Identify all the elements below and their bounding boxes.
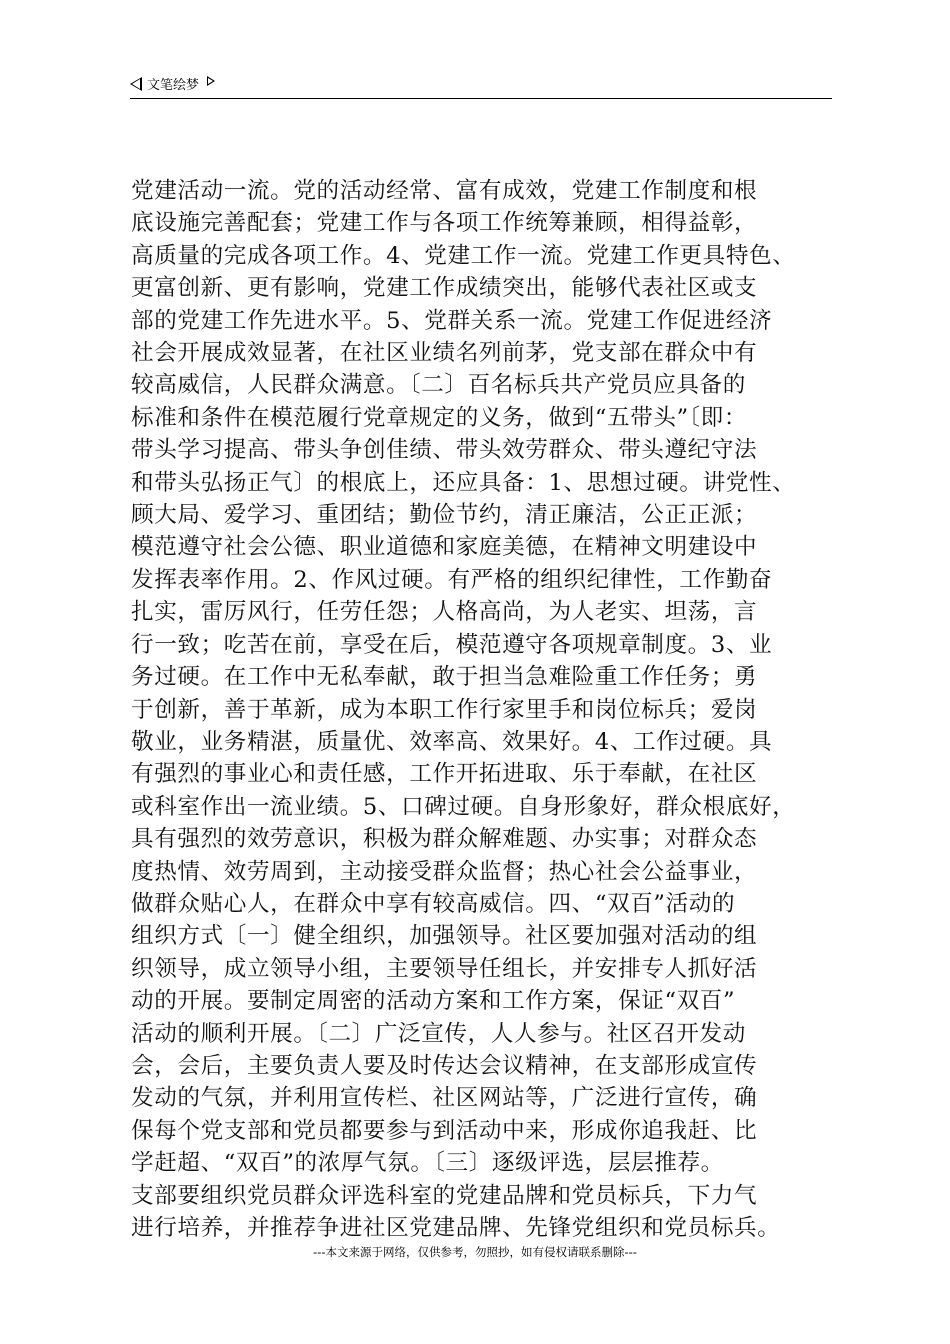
body-line: 模范遵守社会公德、职业道德和家庭美德，在精神文明建设中 [131,534,758,561]
body-line: 底设施完善配套；党建工作与各项工作统筹兼顾，相得益彰， [131,210,758,237]
body-line: 部的党建工作先进水平。5、党群关系一流。党建工作促进经济 [131,307,773,334]
triangle-right-outline-icon [207,76,215,86]
body-line: 社会开展成效显著，在社区业绩名列前茅，党支部在群众中有 [131,340,758,367]
body-line: 织领导，成立领导小组，主要领导任组长，并安排专人抓好活 [131,955,758,982]
body-line: 更富创新、更有影响，党建工作成绩突出，能够代表社区或支 [131,275,758,302]
header-brand [130,74,215,93]
document-body [131,175,831,1244]
body-line: 于创新，善于革新，成为本职工作行家里手和岗位标兵；爱岗 [131,696,758,723]
body-line: 党建活动一流。党的活动经常、富有成效，党建工作制度和根 [131,178,758,204]
page-footer-disclaimer: ---本文来源于网络，仅供参考，勿照抄，如有侵权请联系删除--- [313,1245,637,1259]
body-line: 进行培养，并推荐争进社区党建品牌、先锋党组织和党员标兵。 [131,1215,781,1241]
body-line: 会，会后，主要负责人要及时传达会议精神，在支部形成宣传 [131,1052,758,1079]
body-line: 活动的顺利开展。〔二〕广泛宣传，人人参与。社区召开发动 [131,1020,746,1047]
body-line: 支部要组织党员群众评选科室的党建品牌和党员标兵，下力气 [131,1182,758,1209]
body-line: 敬业，业务精湛，质量优、效率高、效果好。4、工作过硬。具 [131,728,773,755]
header-brand-text: 文笔绘梦 [147,78,200,93]
body-line: 组织方式〔一〕健全组织，加强领导。社区要加强对活动的组 [131,923,758,950]
body-line: 有强烈的事业心和责任感，工作开拓进取、乐于奉献，在社区 [131,761,758,788]
body-line: 和带头弘扬正气〕的根底上，还应具备：1、思想过硬。讲党性、 [131,469,796,496]
body-line: 保每个党支部和党员都要参与到活动中来，形成你追我赶、比 [131,1117,758,1144]
body-line: 或科室作出一流业绩。5、口碑过硬。自身形象好，群众根底好， [131,793,796,820]
body-line: 学赶超、“双百”的浓厚气氛。〔三〕逐级评选，层层推荐。 [131,1150,724,1177]
body-line: 较高威信，人民群众满意。〔二〕百名标兵共产党员应具备的 [131,372,746,399]
body-line: 度热情、效劳周到，主动接受群众监督；热心社会公益事业， [131,858,758,885]
body-line: 具有强烈的效劳意识，积极为群众解难题、办实事；对群众态 [131,826,758,853]
body-line: 发动的气氛，并利用宣传栏、社区网站等，广泛进行宣传，确 [131,1085,758,1112]
body-line: 做群众贴心人，在群众中享有较高威信。四、“双百”活动的 [131,890,736,917]
body-line: 行一致；吃苦在前，享受在后，模范遵守各项规章制度。3、业 [131,631,773,658]
body-line: 带头学习提高、带头争创佳绩、带头效劳群众、带头遵纪守法 [131,437,758,464]
body-line: 高质量的完成各项工作。4、党建工作一流。党建工作更具特色、 [131,242,796,269]
body-line: 务过硬。在工作中无私奉献，敢于担当急难险重工作任务；勇 [131,664,758,691]
body-line: 顾大局、爱学习、重团结；勤俭节约，清正廉洁，公正正派； [131,502,758,529]
body-line: 扎实，雷厉风行，任劳任怨；人格高尚，为人老实、坦荡，言 [131,599,758,626]
triangle-left-outline-icon [130,77,142,91]
page-header [130,72,832,99]
body-line: 发挥表率作用。2、作风过硬。有严格的组织纪律性，工作勤奋 [131,566,773,593]
body-line: 标准和条件在模范履行党章规定的义务，做到“五带头”〔即： [131,404,748,431]
body-line: 动的开展。要制定周密的活动方案和工作方案，保证“双百” [131,988,736,1015]
